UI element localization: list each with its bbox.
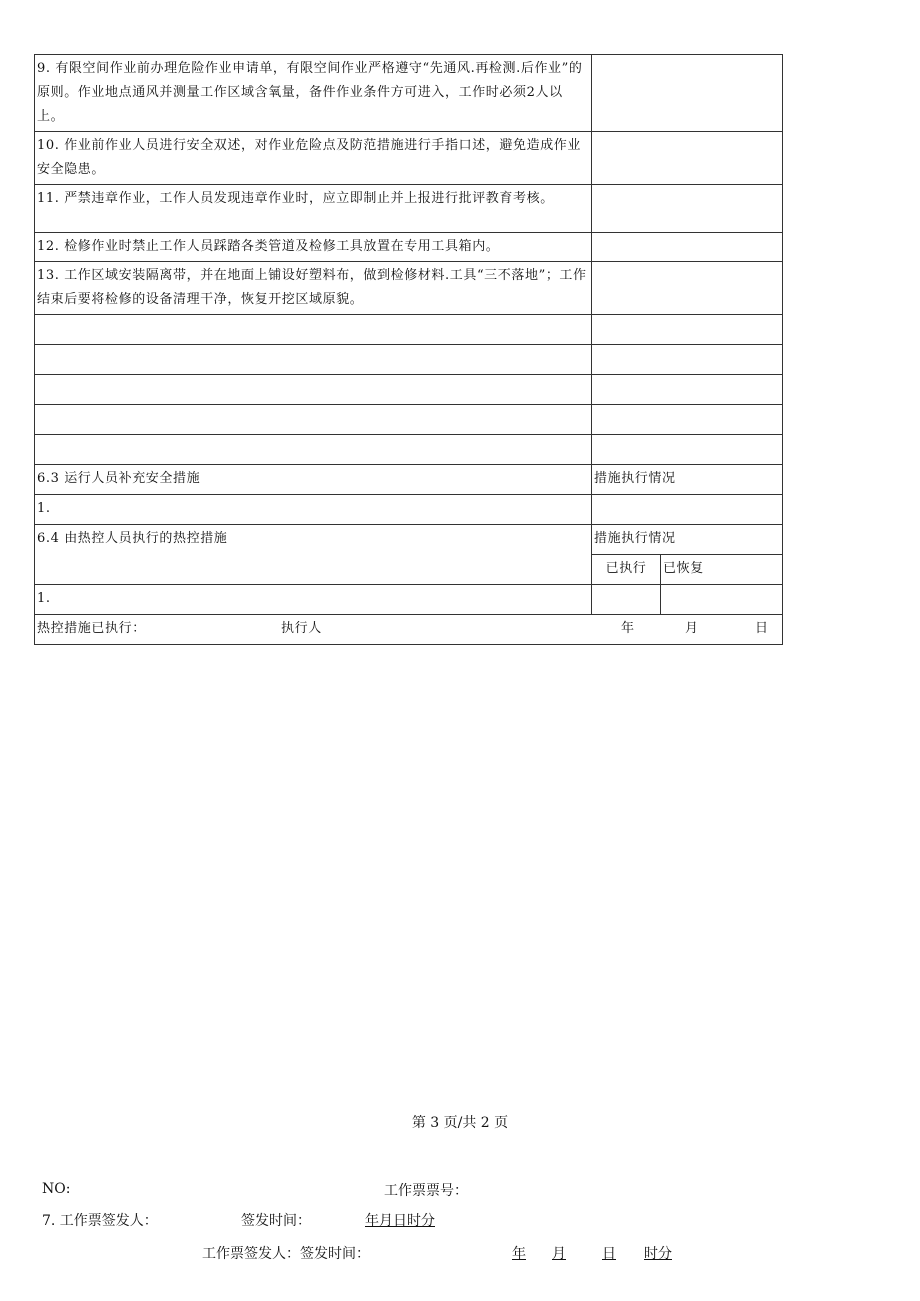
- section-64-item[interactable]: 1.: [35, 585, 592, 615]
- section-63-header-row: [35, 465, 783, 495]
- section-63-item-status[interactable]: [592, 495, 783, 525]
- measure-text: 11. 严禁违章作业，工作人员发现违章作业时，应立即制止并上报进行批评教育考核。: [35, 185, 592, 233]
- issuer2-label: 工作票签发人：签发时间：: [202, 1246, 370, 1262]
- empty-row: [35, 375, 783, 405]
- empty-cell[interactable]: [592, 405, 783, 435]
- safety-measures-table: [34, 54, 783, 645]
- section-63-item-row: [35, 495, 783, 525]
- section-64-status-header: 措施执行情况: [592, 525, 783, 555]
- empty-cell[interactable]: [592, 345, 783, 375]
- measure-status-cell[interactable]: [592, 55, 783, 132]
- empty-cell[interactable]: [35, 435, 592, 465]
- issue-time-value[interactable]: 年月日时分: [365, 1213, 435, 1229]
- measure-row: [35, 55, 783, 132]
- measure-text: 12. 检修作业时禁止工作人员踩踏各类管道及检修工具放置在专用工具箱内。: [35, 233, 592, 262]
- measure-row: [35, 132, 783, 185]
- empty-cell[interactable]: [35, 315, 592, 345]
- empty-row: [35, 315, 783, 345]
- signature-cell[interactable]: [35, 615, 783, 645]
- issuer2-year: 年: [512, 1246, 526, 1262]
- measure-status-cell[interactable]: [592, 185, 783, 233]
- measure-row: [35, 262, 783, 315]
- section-63-status-header: 措施执行情况: [592, 465, 783, 495]
- section-64-restored-cell[interactable]: [661, 585, 783, 615]
- section-64-item-row: [35, 585, 783, 615]
- measure-text: 13. 工作区域安装隔离带，并在地面上铺设好塑料布，做到检修材料.工具“三不落地”；工作结束后要将检修的设备清理干净，恢复开挖区域原貌。: [35, 262, 592, 315]
- col-restored-header: 已恢复: [661, 555, 783, 585]
- page-number: 第 3 页/共 2 页: [411, 1115, 509, 1131]
- measure-status-cell[interactable]: [592, 132, 783, 185]
- empty-cell[interactable]: [592, 315, 783, 345]
- section-63-title: 6.3 运行人员补充安全措施: [35, 465, 592, 495]
- month-label: 月: [685, 621, 699, 636]
- signature-row: [35, 615, 783, 645]
- col-executed-header: 已执行: [592, 555, 661, 585]
- section-64-header-row: [35, 525, 783, 555]
- empty-cell[interactable]: [592, 435, 783, 465]
- ticket-no-label: 工作票票号：: [384, 1183, 468, 1199]
- empty-cell[interactable]: [35, 345, 592, 375]
- measure-text: 10. 作业前作业人员进行安全双述，对作业危险点及防范措施进行手指口述，避免造成作业安全隐患。: [35, 132, 592, 185]
- empty-cell[interactable]: [35, 375, 592, 405]
- empty-cell[interactable]: [35, 405, 592, 435]
- section-64-executed-cell[interactable]: [592, 585, 661, 615]
- measure-status-cell[interactable]: [592, 262, 783, 315]
- measure-row: [35, 185, 783, 233]
- issuer2-time: 时分: [644, 1246, 672, 1262]
- measure-text: 9. 有限空间作业前办理危险作业申请单，有限空间作业严格遵守“先通风.再检测.后作业”的原则。作业地点通风并测量工作区域含氧量，备件作业条件方可进入，工作时必须2人以上。: [35, 55, 592, 132]
- issuer2-month: 月: [552, 1246, 566, 1262]
- issuer2-time-value[interactable]: [512, 1243, 672, 1263]
- signature-label: 热控措施已执行：: [37, 621, 146, 636]
- empty-row: [35, 405, 783, 435]
- section-63-item[interactable]: 1.: [35, 495, 592, 525]
- empty-cell[interactable]: [592, 375, 783, 405]
- measure-status-cell[interactable]: [592, 233, 783, 262]
- measure-row: [35, 233, 783, 262]
- year-label: 年: [621, 621, 635, 636]
- empty-row: [35, 435, 783, 465]
- empty-row: [35, 345, 783, 375]
- issuer2-day: 日: [602, 1246, 616, 1262]
- executor-label: 执行人: [281, 621, 322, 636]
- issue-time-label: 签发时间：: [241, 1213, 311, 1229]
- no-label: NO:: [42, 1181, 71, 1197]
- day-label: 日: [755, 621, 769, 636]
- section-64-title: 6.4 由热控人员执行的热控措施: [35, 525, 592, 585]
- issuer-label: 7. 工作票签发人：: [42, 1213, 158, 1229]
